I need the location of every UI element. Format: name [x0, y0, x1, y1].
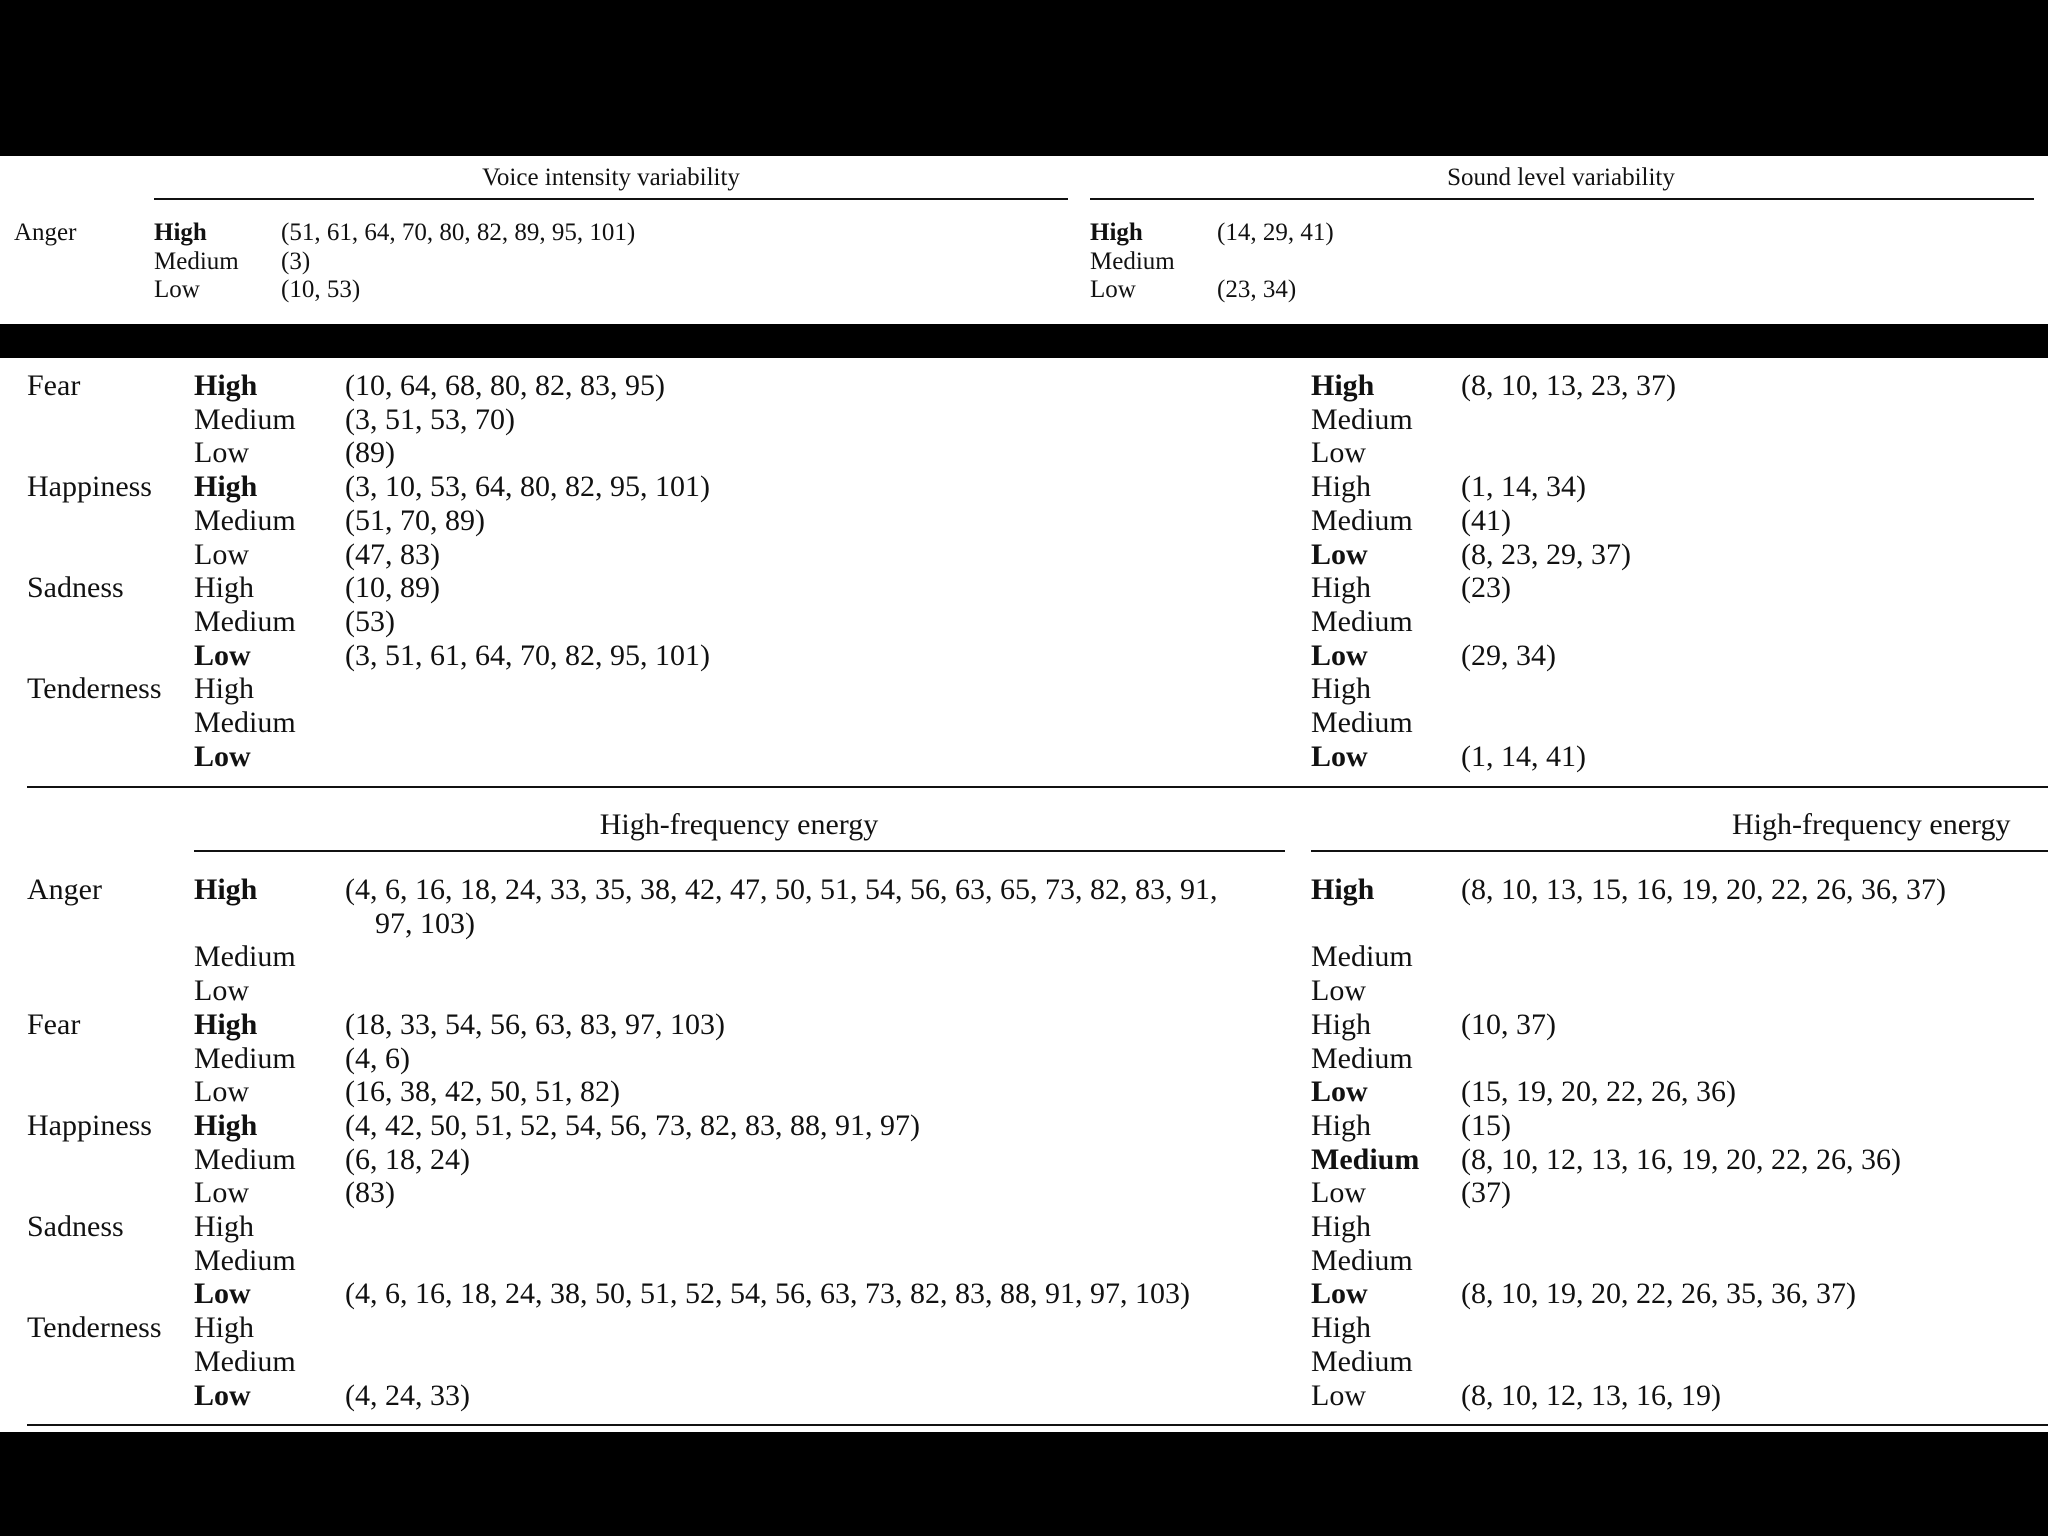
level-label: Medium: [1311, 940, 1413, 974]
level-label: Low: [1090, 276, 1136, 303]
emotion-label: Anger: [14, 219, 77, 246]
level-label: Low: [1311, 1176, 1366, 1210]
study-list: (3): [281, 247, 311, 275]
emotion-label: Happiness: [27, 1108, 152, 1142]
level-label: Medium: [194, 402, 296, 436]
study-list: (4, 6): [345, 1041, 410, 1075]
level-label: High: [194, 873, 258, 906]
level-label: Low: [154, 276, 200, 303]
study-list: (4, 6, 16, 18, 24, 38, 50, 51, 52, 54, 56, 63, 73, 82, 83, 88, 91, 97, 103): [345, 1277, 1190, 1311]
study-list: (8, 10, 19, 20, 22, 26, 35, 36, 37): [1461, 1277, 1856, 1311]
level-label: High: [194, 1007, 258, 1041]
level-label: Medium: [1311, 1142, 1420, 1176]
study-list: (3, 51, 61, 64, 70, 82, 95, 101): [345, 638, 710, 672]
study-list: (47, 83): [345, 537, 440, 571]
column-header-left: High-frequency energy: [599, 808, 879, 841]
level-label: Low: [1311, 739, 1368, 773]
level-label: High: [194, 672, 254, 706]
level-label: High: [1311, 1007, 1371, 1041]
level-label: Medium: [194, 706, 296, 739]
study-list: (18, 33, 54, 56, 63, 83, 97, 103): [345, 1007, 725, 1041]
emotion-label: Tenderness: [27, 672, 162, 706]
study-list: (15): [1461, 1108, 1511, 1142]
emotion-label: Fear: [27, 1007, 81, 1041]
level-label: Low: [1311, 638, 1368, 672]
level-label: Medium: [1311, 706, 1413, 739]
level-label: High: [194, 369, 258, 402]
level-label: Medium: [154, 247, 239, 275]
level-label: Low: [194, 1277, 251, 1311]
study-list: (3, 51, 53, 70): [345, 402, 515, 436]
level-label: Low: [194, 1075, 249, 1109]
level-label: Medium: [1311, 503, 1413, 537]
level-label: High: [194, 1311, 254, 1345]
level-label: Medium: [1090, 247, 1175, 275]
emotion-label: Sadness: [27, 571, 124, 605]
level-label: Medium: [194, 1041, 296, 1075]
study-list: (37): [1461, 1176, 1511, 1210]
study-list: (53): [345, 604, 395, 638]
level-label: High: [1090, 219, 1143, 246]
level-label: Medium: [194, 1344, 296, 1378]
level-label: High: [194, 571, 254, 605]
study-list: (4, 6, 16, 18, 24, 33, 35, 38, 42, 47, 50, 51, 54, 56, 63, 65, 73, 82, 83, 91,: [345, 873, 1218, 906]
level-label: High: [1311, 1108, 1371, 1142]
study-list: (14, 29, 41): [1217, 219, 1334, 246]
column-header-right: Sound level variability: [1447, 164, 1675, 191]
study-list: (8, 10, 13, 15, 16, 19, 20, 22, 26, 36, 37): [1461, 873, 1946, 906]
table-fragment-main: [0, 358, 2048, 1432]
level-label: Medium: [1311, 1344, 1413, 1378]
study-list: (6, 18, 24): [345, 1142, 470, 1176]
level-label: Low: [1311, 436, 1366, 470]
level-label: High: [194, 1210, 254, 1243]
level-label: High: [154, 219, 207, 246]
study-list: (4, 24, 33): [345, 1378, 470, 1412]
emotion-label: Tenderness: [27, 1311, 162, 1345]
level-label: Low: [1311, 537, 1368, 571]
header-rule-left: [154, 198, 1068, 200]
level-label: Medium: [1311, 1041, 1413, 1075]
header-rule-right: [1311, 850, 2048, 852]
study-list: (15, 19, 20, 22, 26, 36): [1461, 1075, 1736, 1109]
study-list: (51, 61, 64, 70, 80, 82, 89, 95, 101): [281, 219, 636, 246]
study-list: (16, 38, 42, 50, 51, 82): [345, 1075, 620, 1109]
table-fragment-top: [0, 156, 2048, 324]
level-label: High: [1311, 1311, 1371, 1345]
level-label: Low: [194, 974, 249, 1008]
level-label: Low: [194, 1378, 251, 1412]
level-label: Low: [1311, 1277, 1368, 1311]
level-label: High: [1311, 1210, 1371, 1243]
level-label: Medium: [194, 604, 296, 638]
study-list: (23, 34): [1217, 276, 1297, 303]
level-label: Low: [194, 739, 251, 773]
level-label: Low: [194, 638, 251, 672]
level-label: High: [1311, 672, 1371, 706]
study-list: (8, 10, 13, 23, 37): [1461, 369, 1676, 402]
study-list: (83): [345, 1176, 395, 1210]
study-list: (51, 70, 89): [345, 503, 485, 537]
study-list: (10, 64, 68, 80, 82, 83, 95): [345, 369, 665, 402]
study-list: (10, 53): [281, 276, 361, 303]
emotion-label: Anger: [27, 873, 102, 906]
level-label: High: [194, 1108, 258, 1142]
study-list: (8, 10, 12, 13, 16, 19, 20, 22, 26, 36): [1461, 1142, 1901, 1176]
level-label: Medium: [194, 503, 296, 537]
level-label: Low: [1311, 1075, 1368, 1109]
study-list: (4, 42, 50, 51, 52, 54, 56, 73, 82, 83, 88, 91, 97): [345, 1108, 920, 1142]
study-list: (23): [1461, 571, 1511, 605]
level-label: High: [1311, 470, 1371, 504]
level-label: Low: [1311, 1378, 1366, 1412]
study-list: (3, 10, 53, 64, 80, 82, 95, 101): [345, 470, 710, 504]
emotion-label: Fear: [27, 369, 81, 402]
level-label: Medium: [1311, 402, 1413, 436]
level-label: High: [1311, 571, 1371, 605]
level-label: Low: [194, 436, 249, 470]
column-header-right: High-frequency energy: [1732, 808, 2011, 841]
bottom-rule: [27, 1424, 2048, 1426]
level-label: Low: [194, 1176, 249, 1210]
study-list: (1, 14, 41): [1461, 739, 1586, 773]
level-label: High: [1311, 873, 1375, 906]
study-list: (29, 34): [1461, 638, 1556, 672]
level-label: High: [1311, 369, 1375, 402]
study-list: (1, 14, 34): [1461, 470, 1586, 504]
level-label: Medium: [1311, 1243, 1413, 1277]
header-rule-right: [1090, 198, 2034, 200]
level-label: Low: [1311, 974, 1366, 1008]
level-label: Medium: [194, 940, 296, 974]
study-list: (10, 89): [345, 571, 440, 605]
study-list: (10, 37): [1461, 1007, 1556, 1041]
section-rule: [27, 786, 2048, 788]
study-list: (41): [1461, 503, 1511, 537]
study-list: (8, 23, 29, 37): [1461, 537, 1631, 571]
level-label: High: [194, 470, 258, 504]
study-list: (8, 10, 12, 13, 16, 19): [1461, 1378, 1721, 1412]
level-label: Medium: [194, 1142, 296, 1176]
level-label: Low: [194, 537, 249, 571]
emotion-label: Happiness: [27, 470, 152, 504]
column-header-left: Voice intensity variability: [482, 164, 740, 191]
study-list: (89): [345, 436, 395, 470]
level-label: Medium: [194, 1243, 296, 1277]
emotion-label: Sadness: [27, 1210, 124, 1243]
level-label: Medium: [1311, 604, 1413, 638]
study-list-continued: 97, 103): [375, 906, 475, 940]
header-rule-left: [194, 850, 1285, 852]
